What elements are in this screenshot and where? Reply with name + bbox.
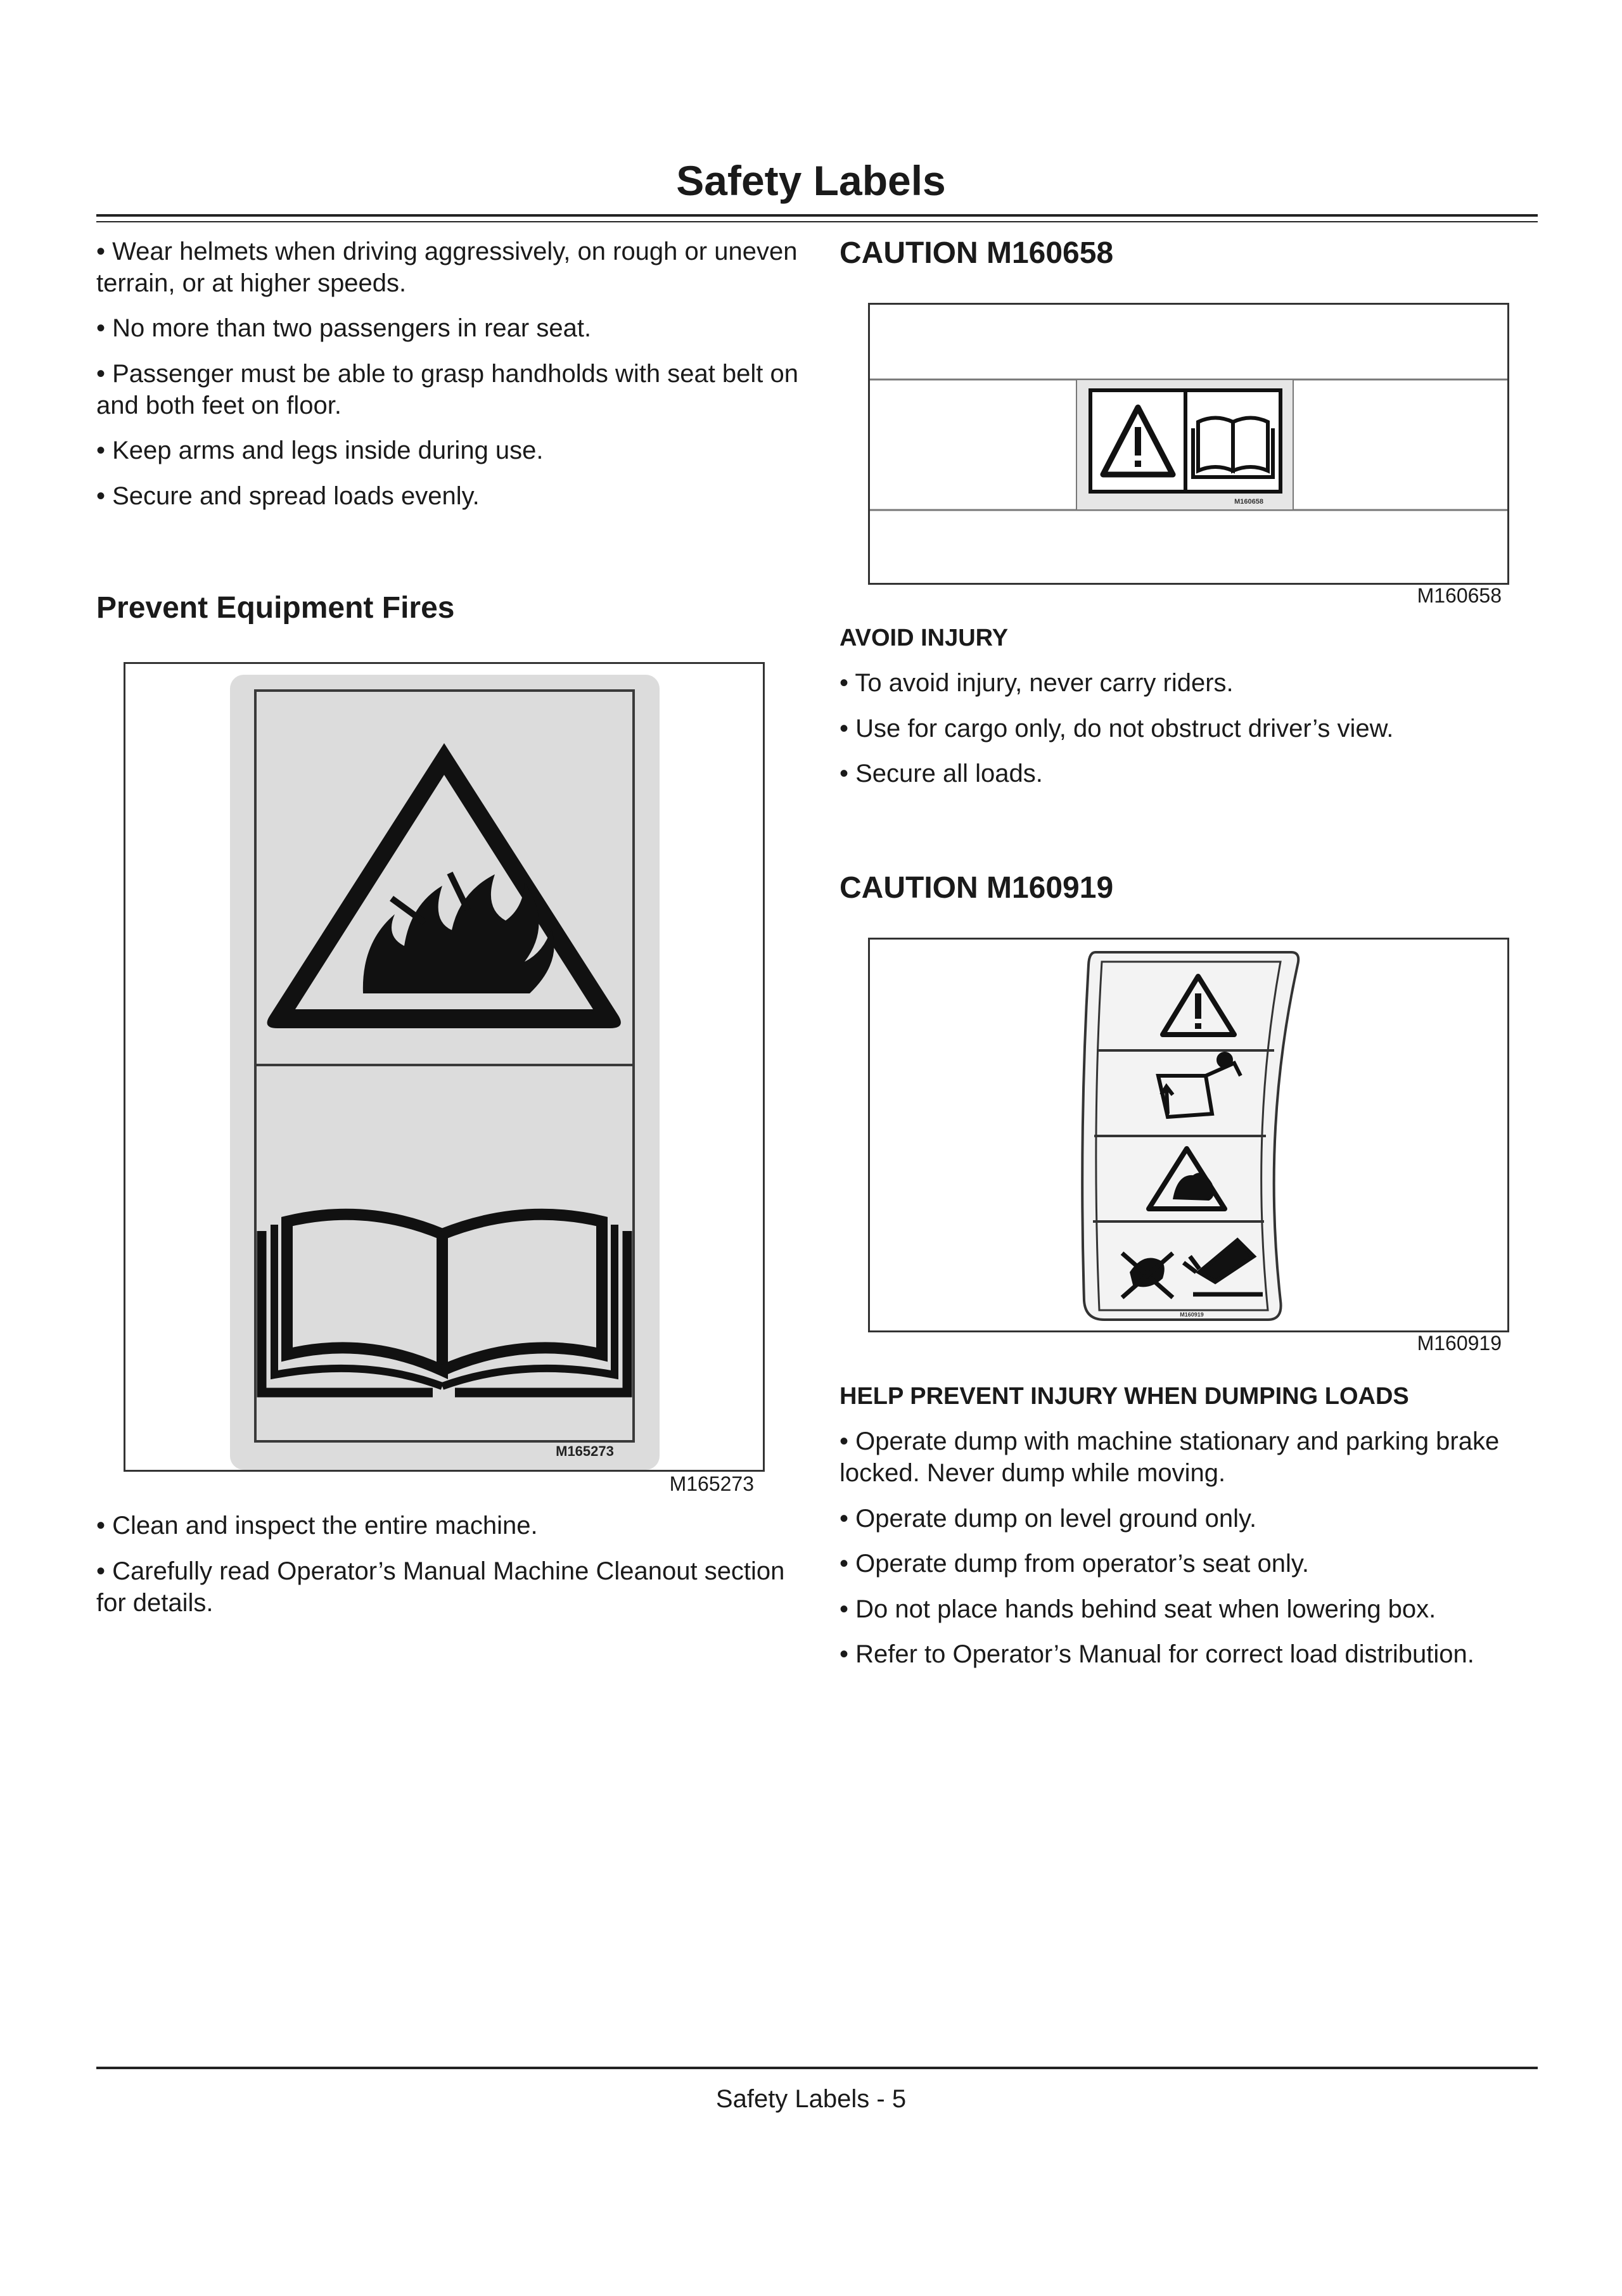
page-title: Safety Labels xyxy=(676,157,946,204)
page-footer: Safety Labels - 5 xyxy=(715,2085,907,2113)
header-rule-thin xyxy=(96,221,1538,222)
avoid-injury-bullet-1: • To avoid injury, never carry riders. xyxy=(840,669,1234,697)
m160919-figure-caption: M160919 xyxy=(1417,1332,1502,1355)
m160658-figure-caption: M160658 xyxy=(1417,584,1502,607)
caution-m160658-heading: CAUTION M160658 xyxy=(840,236,1114,270)
left-bullet-4: • Keep arms and legs inside during use. xyxy=(96,437,544,464)
left-bullet-1: • Wear helmets when driving aggressively, on rough or uneven terrain, or at higher speeds. xyxy=(96,238,798,297)
caution-m160919-figure xyxy=(868,938,1509,1332)
avoid-injury-subheading: AVOID INJURY xyxy=(840,625,1009,651)
dumping-loads-subheading: HELP PREVENT INJURY WHEN DUMPING LOADS xyxy=(840,1383,1409,1410)
fire-figure-caption: M165273 xyxy=(669,1472,754,1495)
caution-m160919-heading: CAUTION M160919 xyxy=(840,871,1114,905)
m160658-label-code: M160658 xyxy=(1234,498,1263,506)
left-bullet-5: • Secure and spread loads evenly. xyxy=(96,482,480,510)
caution-m160658-figure xyxy=(868,303,1509,585)
dumping-bullet-5: • Refer to Operator’s Manual for correct load distribution. xyxy=(840,1640,1474,1668)
avoid-injury-bullet-2: • Use for cargo only, do not obstruct driver’s view. xyxy=(840,715,1394,743)
dumping-bullet-4: • Do not place hands behind seat when lowering box. xyxy=(840,1595,1436,1623)
left-bullet-3: • Passenger must be able to grasp handholds with seat belt on and both feet on floor. xyxy=(96,360,799,419)
footer-rule xyxy=(96,2067,1538,2069)
left-bullet-2: • No more than two passengers in rear seat. xyxy=(96,314,592,342)
avoid-injury-bullet-3: • Secure all loads. xyxy=(840,760,1043,788)
dumping-bullet-2: • Operate dump on level ground only. xyxy=(840,1505,1257,1533)
m160919-label-code: M160919 xyxy=(1180,1311,1204,1318)
fire-label-code: M165273 xyxy=(556,1443,614,1459)
fire-safety-label-figure xyxy=(124,662,765,1472)
dumping-bullet-3: • Operate dump from operator’s seat only. xyxy=(840,1550,1310,1578)
left-bullet-read-manual: • Carefully read Operator’s Manual Machine Cleanout section for details. xyxy=(96,1557,785,1617)
header-rule-thick xyxy=(96,214,1538,217)
prevent-fires-heading: Prevent Equipment Fires xyxy=(96,591,455,625)
dumping-bullet-1: • Operate dump with machine stationary and parking brake locked. Never dump while moving. xyxy=(840,1427,1500,1487)
left-bullet-clean: • Clean and inspect the entire machine. xyxy=(96,1512,538,1540)
